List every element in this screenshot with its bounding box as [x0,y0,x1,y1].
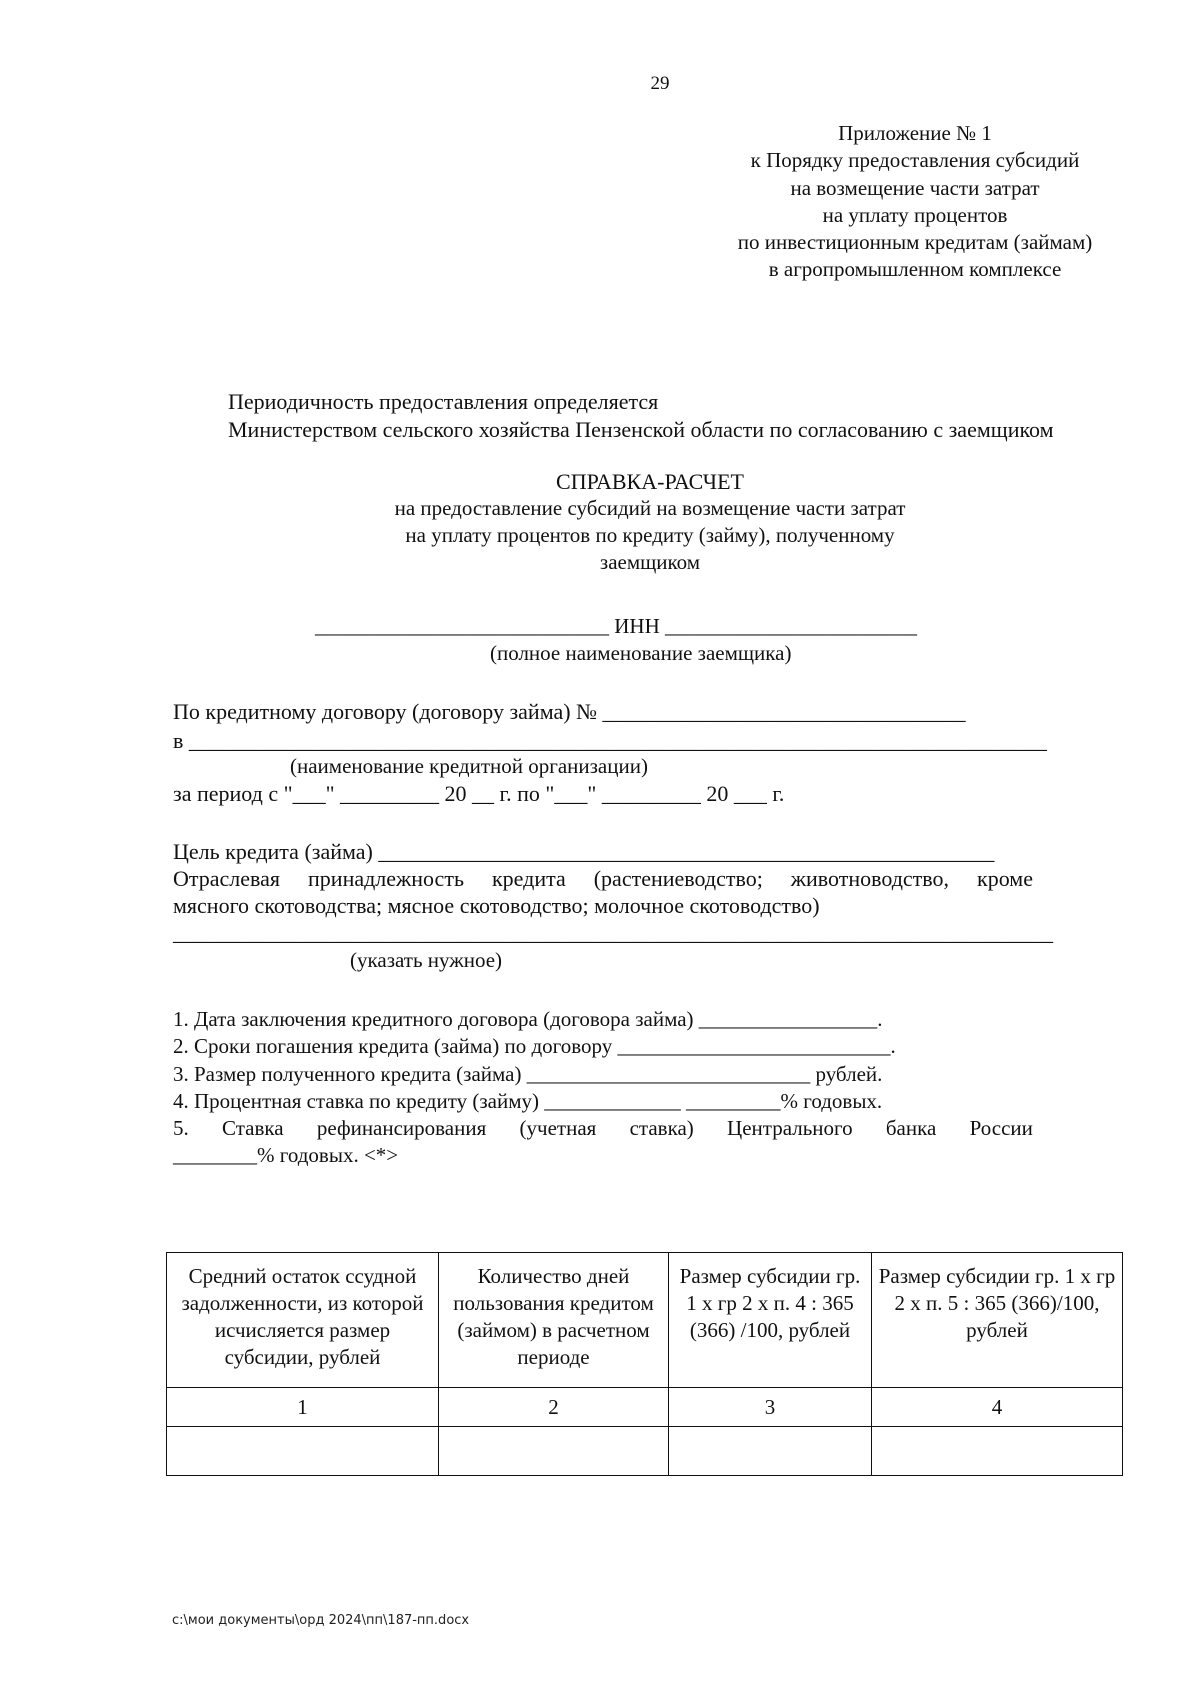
numbered-items [173,1006,1033,1170]
header-subsidy-p4: Размер субсидии гр. 1 x гр 2 x п. 4 : 365 (366) /100, рублей [669,1253,872,1388]
column-number: 3 [669,1388,872,1427]
column-number: 1 [167,1388,439,1427]
title-line: на уплату процентов по кредиту (займу), полученному [405,523,895,547]
appendix-line: Приложение № 1 [838,121,992,145]
header-days: Количество дней пользования кредитом (займом) в расчетном периоде [439,1253,669,1388]
document-title [180,468,1120,576]
industry-word: принадлежность [308,866,464,891]
industry-line-2: мясного скотоводства; мясное скотоводство; молочное скотоводство) [173,893,820,918]
item-refinancing-rate [173,1115,1033,1142]
header-subsidy-p5: Размер субсидии гр. 1 x гр 2 x п. 5 : 365 (366)/100, рублей [872,1253,1123,1388]
item-loan-amount[interactable]: 3. Размер полученного кредита (займа) ___________________________ рублей. [173,1061,883,1086]
industry-word: кроме [977,866,1033,891]
table-row [167,1427,1123,1476]
industry-line-1 [173,865,1033,892]
calculation-table [166,1252,1123,1476]
column-number: 2 [439,1388,669,1427]
item-interest-rate[interactable]: 4. Процентная ставка по кредиту (займу) _____________ _________% годовых. [173,1088,883,1113]
item5-word: (учетная [519,1116,597,1141]
table-cell-empty[interactable] [167,1427,439,1476]
contract-number-field[interactable]: По кредитному договору (договору займа) № _________________________________ [173,699,966,724]
borrower-caption: (полное наименование заемщика) [490,641,792,665]
item-repayment-terms[interactable]: 2. Сроки погашения кредита (займа) по договору __________________________. [173,1034,896,1059]
bank-name-field[interactable]: в ______________________________________________________________________________ [173,728,1047,753]
industry-word: животноводство, [790,866,950,891]
item-contract-date[interactable]: 1. Дата заключения кредитного договора (договора займа) _________________. [173,1007,883,1031]
item5-word: Центрального [727,1116,853,1141]
title-line: заемщиком [599,550,701,574]
table-cell-empty[interactable] [872,1427,1123,1476]
table-number-row [167,1388,1123,1427]
header-avg-balance: Средний остаток ссудной задолженности, из которой исчисляется размер субсидии, рублей [167,1253,439,1388]
bank-caption: (наименование кредитной организации) [290,754,648,778]
appendix-line: на возмещение части затрат [790,175,1040,200]
title-heading: СПРАВКА-РАСЧЕТ [556,469,744,494]
appendix-line: к Порядку предоставления субсидий [750,148,1080,173]
page-number: 29 [650,73,670,94]
column-number: 4 [872,1388,1123,1427]
appendix-line: на уплату процентов [822,202,1008,227]
period-field[interactable]: за период с "___" _________ 20 __ г. по "___" _________ 20 ___ г. [173,781,785,806]
loan-purpose-field[interactable]: Цель кредита (займа) ________________________________________________________ [173,839,995,864]
industry-word: кредита [491,866,566,891]
footer-file-path: c:\мои документы\орд 2024\пп\187-пп.docx [172,1613,470,1628]
item5-word: 5. [173,1116,189,1141]
appendix-line: по инвестиционным кредитам (займам) [737,230,1093,255]
table-header-row [167,1253,1123,1388]
item5-word: ставка) [629,1116,694,1141]
borrower-name-inn-field[interactable]: ____________________________ ИНН ________________________ [315,614,917,638]
item5-word: банка [885,1116,937,1141]
appendix-header [690,120,1140,284]
title-line: на предоставление субсидий на возмещение части затрат [394,496,906,520]
item-refinancing-rate-value[interactable]: ________% годовых. <*> [173,1143,399,1168]
item5-word: рефинансирования [316,1116,487,1141]
industry-caption: (указать нужное) [350,948,503,972]
item5-word: Ставка [222,1116,284,1141]
periodicity-line-2: Министерством сельского хозяйства Пензенской области по согласованию с заемщиком [228,417,1054,442]
appendix-line: в агропромышленном комплексе [768,257,1062,282]
periodicity-line-1: Периодичность предоставления определяется [228,389,659,414]
table-cell-empty[interactable] [439,1427,669,1476]
item5-word: России [969,1116,1033,1141]
industry-word: (растениеводство; [593,866,763,891]
table-cell-empty[interactable] [669,1427,872,1476]
industry-field[interactable]: ________________________________________________________________________________ [173,920,1053,945]
industry-word: Отраслевая [173,866,281,891]
